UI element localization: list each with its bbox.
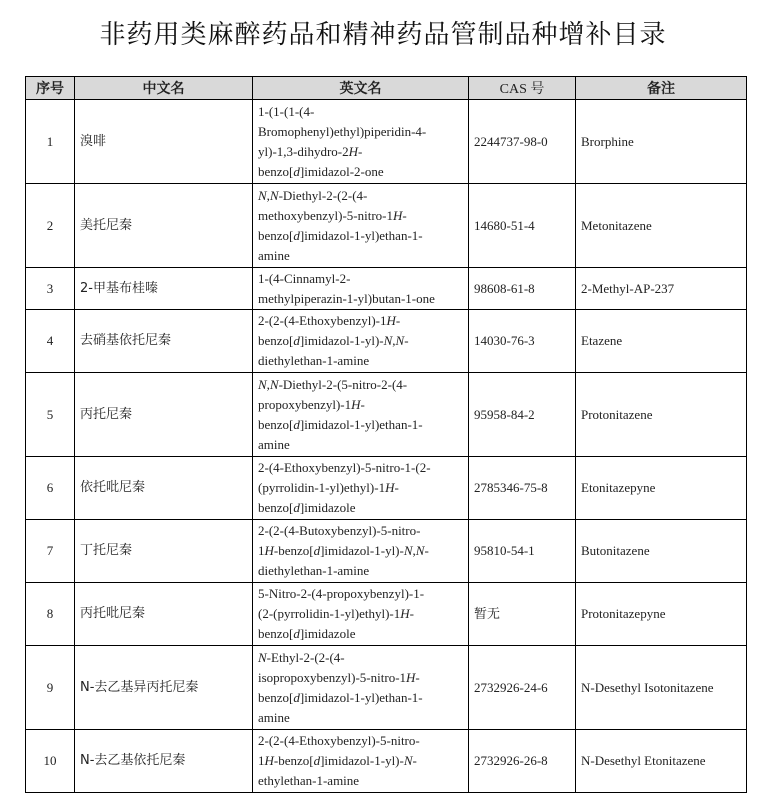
row-number: 10 bbox=[26, 730, 75, 793]
cas-number-cell: 2732926-26-8 bbox=[469, 730, 576, 793]
remarks-cell: Protonitazepyne bbox=[576, 583, 747, 646]
row-number: 3 bbox=[26, 268, 75, 310]
cas-number-cell: 2732926-24-6 bbox=[469, 646, 576, 730]
table-row bbox=[26, 184, 747, 268]
cas-number-cell: 2785346-75-8 bbox=[469, 457, 576, 520]
english-name-cell: 2-(2-(4-Ethoxybenzyl)-5-nitro- 1H-benzo[d]imidazol-1-yl)-N- ethylethan-1-amine bbox=[253, 730, 469, 793]
english-name-cell: N,N-Diethyl-2-(5-nitro-2-(4- propoxybenzyl)-1H- benzo[d]imidazol-1-yl)ethan-1- amine bbox=[253, 373, 469, 457]
table-row bbox=[26, 100, 747, 184]
remarks-cell: Butonitazene bbox=[576, 520, 747, 583]
chinese-name-cell: 依托吡尼秦 bbox=[75, 457, 253, 520]
row-number: 5 bbox=[26, 373, 75, 457]
page-title: 非药用类麻醉药品和精神药品管制品种增补目录 bbox=[99, 20, 667, 50]
table-row bbox=[26, 730, 747, 793]
english-name-cell: 5-Nitro-2-(4-propoxybenzyl)-1- (2-(pyrrolidin-1-yl)ethyl)-1H- benzo[d]imidazole bbox=[253, 583, 469, 646]
remarks-cell: Protonitazene bbox=[576, 373, 747, 457]
remarks-cell: Brorphine bbox=[576, 100, 747, 184]
chinese-name-cell: 丙托尼秦 bbox=[75, 373, 253, 457]
header-cas-number: CAS 号 bbox=[469, 77, 576, 100]
english-name-cell: N,N-Diethyl-2-(2-(4- methoxybenzyl)-5-nitro-1H- benzo[d]imidazol-1-yl)ethan-1- amine bbox=[253, 184, 469, 268]
cas-number-cell: 2244737-98-0 bbox=[469, 100, 576, 184]
row-number: 8 bbox=[26, 583, 75, 646]
remarks-cell: Metonitazene bbox=[576, 184, 747, 268]
table-row bbox=[26, 520, 747, 583]
row-number: 6 bbox=[26, 457, 75, 520]
table-row bbox=[26, 646, 747, 730]
cas-number-cell: 暂无 bbox=[469, 583, 576, 646]
chinese-name-cell: N-去乙基依托尼秦 bbox=[75, 730, 253, 793]
english-name-cell: 2-(2-(4-Butoxybenzyl)-5-nitro- 1H-benzo[d]imidazol-1-yl)-N,N- diethylethan-1-amine bbox=[253, 520, 469, 583]
chinese-name-cell: 去硝基依托尼秦 bbox=[75, 310, 253, 373]
row-number: 7 bbox=[26, 520, 75, 583]
remarks-cell: N-Desethyl Isotonitazene bbox=[576, 646, 747, 730]
header-no: 序号 bbox=[26, 77, 75, 100]
remarks-cell: 2-Methyl-AP-237 bbox=[576, 268, 747, 310]
remarks-cell: N-Desethyl Etonitazene bbox=[576, 730, 747, 793]
cas-number-cell: 14030-76-3 bbox=[469, 310, 576, 373]
english-name-cell: 2-(4-Ethoxybenzyl)-5-nitro-1-(2- (pyrrolidin-1-yl)ethyl)-1H- benzo[d]imidazole bbox=[253, 457, 469, 520]
catalog-table bbox=[25, 76, 747, 793]
english-name-cell: 1-(1-(1-(4- Bromophenyl)ethyl)piperidin-4- yl)-1,3-dihydro-2H- benzo[d]imidazol-2-one bbox=[253, 100, 469, 184]
chinese-name-cell: 丁托尼秦 bbox=[75, 520, 253, 583]
english-name-cell: N-Ethyl-2-(2-(4- isopropoxybenzyl)-5-nitro-1H- benzo[d]imidazol-1-yl)ethan-1- amine bbox=[253, 646, 469, 730]
row-number: 4 bbox=[26, 310, 75, 373]
header-chinese-name: 中文名 bbox=[75, 77, 253, 100]
english-name-cell: 2-(2-(4-Ethoxybenzyl)-1H- benzo[d]imidazol-1-yl)-N,N- diethylethan-1-amine bbox=[253, 310, 469, 373]
table-row bbox=[26, 583, 747, 646]
header-remarks: 备注 bbox=[576, 77, 747, 100]
row-number: 2 bbox=[26, 184, 75, 268]
cas-number-cell: 98608-61-8 bbox=[469, 268, 576, 310]
row-number: 9 bbox=[26, 646, 75, 730]
cas-number-cell: 14680-51-4 bbox=[469, 184, 576, 268]
remarks-cell: Etonitazepyne bbox=[576, 457, 747, 520]
chinese-name-cell: 2-甲基布桂嗪 bbox=[75, 268, 253, 310]
table-row bbox=[26, 457, 747, 520]
header-english-name: 英文名 bbox=[253, 77, 469, 100]
cas-number-cell: 95810-54-1 bbox=[469, 520, 576, 583]
chinese-name-cell: N-去乙基异丙托尼秦 bbox=[75, 646, 253, 730]
table-row bbox=[26, 373, 747, 457]
table-header-row bbox=[26, 77, 747, 100]
chinese-name-cell: 美托尼秦 bbox=[75, 184, 253, 268]
table-row bbox=[26, 310, 747, 373]
cas-number-cell: 95958-84-2 bbox=[469, 373, 576, 457]
chinese-name-cell: 丙托吡尼秦 bbox=[75, 583, 253, 646]
row-number: 1 bbox=[26, 100, 75, 184]
chinese-name-cell: 溴啡 bbox=[75, 100, 253, 184]
remarks-cell: Etazene bbox=[576, 310, 747, 373]
table-row bbox=[26, 268, 747, 310]
english-name-cell: 1-(4-Cinnamyl-2- methylpiperazin-1-yl)butan-1-one bbox=[253, 268, 469, 310]
